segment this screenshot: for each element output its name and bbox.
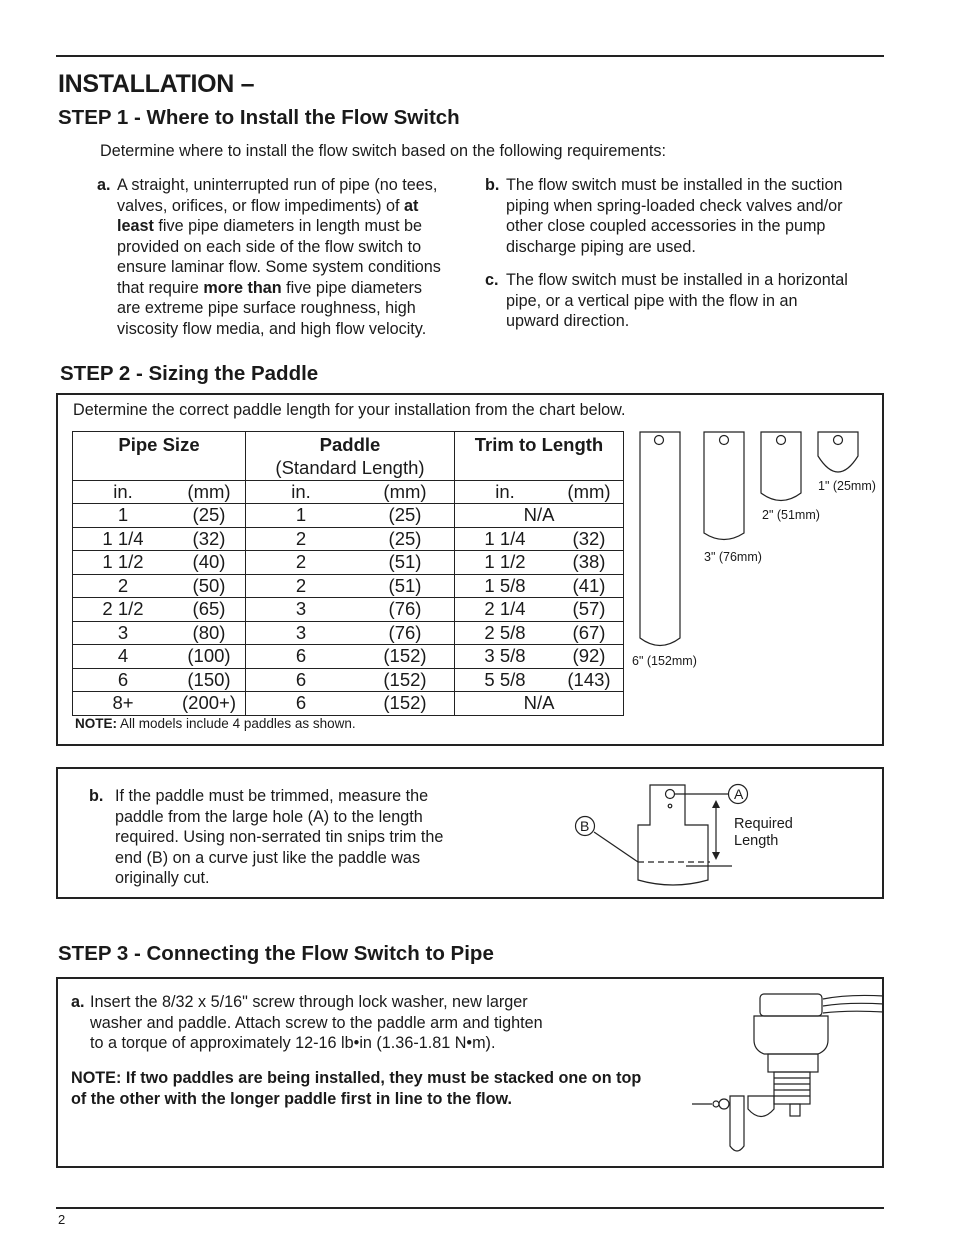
step1-intro: Determine where to install the flow switch based on the following requirements: [100,142,666,160]
table-cell: 6 [246,692,357,716]
step3-a-label: a. [71,993,85,1011]
table-cell: (38) [555,551,624,575]
table-cell: (57) [555,598,624,622]
paddle-label-3in: 3" (76mm) [704,550,762,564]
paddle-label-2in: 2" (51mm) [762,508,820,522]
trim-text: If the paddle must be trimmed, measure the paddle from the large hole (A) to the length required. Using non-serrated tin snips trim the end (B) on a curve just like the paddle was originally cut. [115,787,444,887]
table-cell: 1 1/2 [73,551,174,575]
page-title: INSTALLATION – [58,70,255,98]
table-row [73,598,624,622]
table-cell: 3 [246,621,357,645]
table-cell: (150) [173,668,246,692]
paddle-header: Paddle [246,432,455,458]
table-cell: 1 1/4 [455,527,556,551]
table-cell: (25) [173,504,246,528]
table-cell: (143) [555,668,624,692]
table-cell: 2 [246,574,357,598]
paddle-sizing-table [72,431,624,716]
page-number: 2 [58,1212,66,1227]
paddle-1in [818,432,858,472]
table-cell: 2 [246,551,357,575]
table-cell: 1 1/4 [73,527,174,551]
table-row [73,574,624,598]
table-cell: (76) [356,621,455,645]
table-cell: 5 5/8 [455,668,556,692]
step1-a-label: a. [97,176,111,194]
table-cell: (200+) [173,692,246,716]
table-cell: (92) [555,645,624,669]
step1-heading: STEP 1 - Where to Install the Flow Switch [58,106,460,129]
table-row [73,668,624,692]
table-cell: (25) [356,527,455,551]
required-length-label: Required Length [734,816,793,849]
step3-note: NOTE: If two paddles are being installed, they must be stacked one on top of the other with the longer paddle first in line to the flow. [71,1069,642,1108]
step1-b-label: b. [485,176,500,194]
table-cell: (76) [356,598,455,622]
table-cell: (32) [173,527,246,551]
step3-a-text: Insert the 8/32 x 5/16" screw through lock washer, new larger washer and paddle. Attach screw to the paddle arm and tighten to a torque of approximately 12-16 lb•in (1.36-1.81 N•m). [90,993,543,1052]
table-cell: 2 1/2 [73,598,174,622]
pipe-size-header: Pipe Size [73,432,246,458]
table-cell: (152) [356,668,455,692]
table-cell: (80) [173,621,246,645]
table-row [73,621,624,645]
step1-c-label: c. [485,271,499,289]
table-cell: 1 [73,504,174,528]
paddles-illustration [630,428,890,668]
table-cell: (25) [356,504,455,528]
table-cell: 2 [246,527,357,551]
table-cell: (67) [555,621,624,645]
table-cell: 6 [246,668,357,692]
table-row [73,527,624,551]
paddle-label-1in: 1" (25mm) [818,479,876,493]
callout-b: B [580,818,590,834]
table-cell: 8+ [73,692,174,716]
table-cell: 3 5/8 [455,645,556,669]
step1-b-text: The flow switch must be installed in the suction piping when spring-loaded check valves and/or other close coupled accessories in the pump discharge piping are used. [506,176,843,256]
table-row [73,645,624,669]
table-cell: (51) [356,551,455,575]
trim-b-label: b. [89,787,104,805]
table-cell: 1 5/8 [455,574,556,598]
table-cell: 3 [73,621,174,645]
sizing-note: NOTE: All models include 4 paddles as shown. [75,716,356,731]
trim-header: Trim to Length [455,432,624,458]
table-cell: (100) [173,645,246,669]
step1-c-text: The flow switch must be installed in a horizontal pipe, or a vertical pipe with the flow in an upward direction. [506,271,848,330]
table-cell: (152) [356,645,455,669]
sizing-intro: Determine the correct paddle length for your installation from the chart below. [73,401,626,419]
paddle-2in [761,432,801,501]
table-cell: N/A [455,692,624,716]
table-cell: (152) [356,692,455,716]
table-cell: 3 [246,598,357,622]
table-cell: 4 [73,645,174,669]
step3-heading: STEP 3 - Connecting the Flow Switch to Pipe [58,942,494,965]
table-row [73,692,624,716]
standard-length-subheader: (Standard Length) [246,457,455,480]
table-cell: N/A [455,504,624,528]
table-cell: (41) [555,574,624,598]
table-cell: (51) [356,574,455,598]
table-row [73,551,624,575]
units-row: in. (mm) in. (mm) in. (mm) [73,480,624,504]
step2-heading: STEP 2 - Sizing the Paddle [60,362,319,385]
table-row [73,504,624,528]
paddle-6in [640,432,680,646]
table-cell: (65) [173,598,246,622]
paddle-label-6in: 6" (152mm) [632,654,697,668]
bottom-rule [56,1207,884,1209]
table-cell: 6 [246,645,357,669]
table-cell: (32) [555,527,624,551]
flow-switch-illustration [688,984,888,1164]
table-cell: (40) [173,551,246,575]
top-rule [56,55,884,57]
table-cell: (50) [173,574,246,598]
paddle-3in [704,432,744,540]
step1-a-text: A straight, uninterrupted run of pipe (no tees, valves, orifices, or flow impediments) of at least five pipe diameters in length must be provided on each side of the flow switch to ensure laminar flow. Some system conditions that require more than five pipe diameters are extreme pipe surface roughness, high viscosity flow media, and high flow velocity. [117,176,441,338]
table-cell: 6 [73,668,174,692]
table-cell: 2 1/4 [455,598,556,622]
table-cell: 1 [246,504,357,528]
table-cell: 2 5/8 [455,621,556,645]
table-cell: 2 [73,574,174,598]
callout-a: A [734,786,744,802]
table-cell: 1 1/2 [455,551,556,575]
